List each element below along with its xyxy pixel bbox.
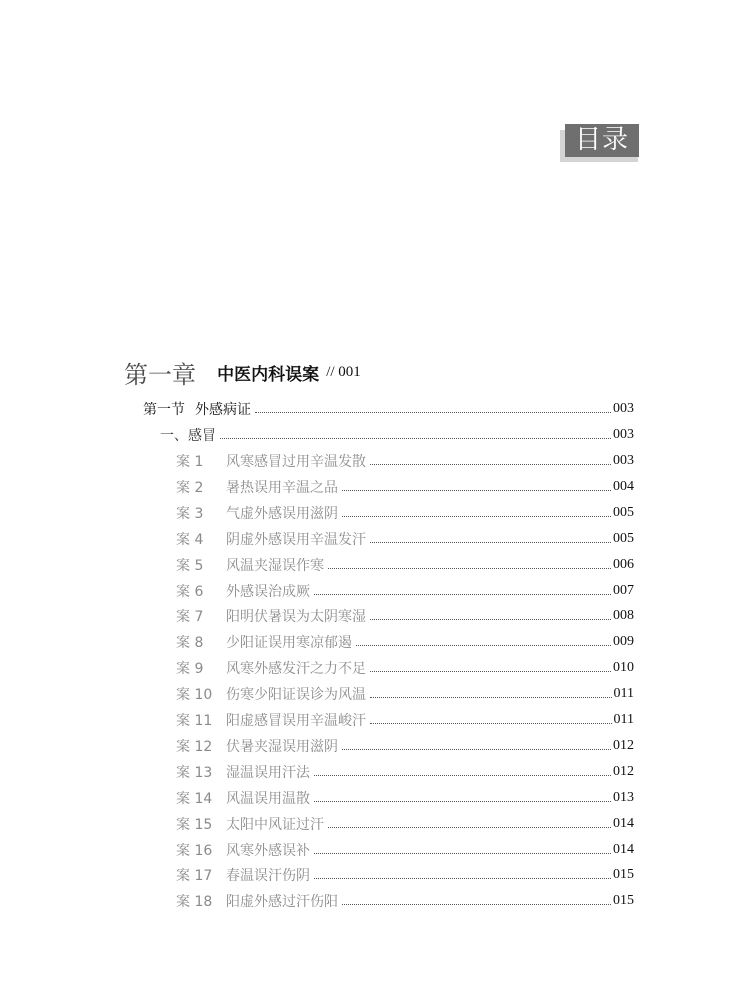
case-number: 案 16 [176,842,213,859]
toc-case-row[interactable] [176,684,634,704]
leader-dots [342,903,611,905]
case-label [176,736,338,756]
section-label [143,399,251,419]
case-label [176,451,366,471]
subsection-title: 一、感冒 [160,428,216,444]
leader-dots [314,877,611,879]
leader-dots [314,800,611,802]
page-title: 目录 [565,124,639,157]
case-number: 案 12 [176,738,213,755]
case-label [176,762,310,782]
leader-dots [370,670,611,672]
case-number: 案 15 [176,816,213,833]
leader-dots [370,722,612,724]
subsection-page: 003 [613,427,634,442]
case-number: 案 9 [176,661,204,678]
leader-dots [328,567,611,569]
toc-case-row[interactable] [176,840,634,860]
case-label [176,606,366,626]
leader-dots [370,618,611,620]
leader-dots [342,515,611,517]
toc-case-row[interactable] [176,788,634,808]
case-label [176,581,310,601]
toc-case-row[interactable] [176,891,634,911]
case-number: 案 18 [176,894,213,911]
case-page: 004 [613,478,634,494]
leader-dots [255,411,611,413]
case-number: 案 10 [176,687,213,704]
case-number: 案 11 [176,713,213,729]
case-title: 风温夹湿误作寒 [226,557,324,574]
case-number: 案 5 [176,557,204,574]
case-page: 007 [613,582,634,598]
case-page: 011 [613,712,634,727]
case-page: 013 [613,789,634,805]
leader-dots [328,826,611,828]
toc-case-row[interactable] [176,503,634,523]
case-title: 阳虚外感过汗伤阳 [226,894,338,911]
leader-dots [314,774,611,776]
section-title: 外感病证 [195,402,251,418]
case-page: 015 [613,893,634,909]
toc-case-row[interactable] [176,814,634,834]
case-number: 案 8 [176,635,204,652]
case-title: 风寒外感误补 [226,842,310,859]
case-label [176,814,324,834]
leader-dots [342,489,611,491]
case-title: 太阳中风证过汗 [226,816,324,833]
case-number: 案 4 [176,531,204,548]
case-title: 外感误治成厥 [226,583,310,600]
case-page: 014 [613,815,634,831]
case-title: 伏暑夹湿误用滋阴 [226,738,338,755]
case-title: 伤寒少阳证误诊为风温 [226,687,366,704]
page-title-block [560,124,640,164]
case-label [176,529,366,549]
toc-case-row[interactable] [176,606,634,626]
case-number: 案 7 [176,609,204,626]
case-title: 阴虚外感误用辛温发汗 [226,531,366,548]
case-title: 暑热误用辛温之品 [226,479,338,496]
case-label [176,555,324,575]
case-title: 风寒感冒过用辛温发散 [226,454,366,470]
toc-case-row[interactable] [176,762,634,782]
case-page: 003 [613,453,634,468]
toc-case-row[interactable] [176,658,634,678]
case-number: 案 6 [176,583,204,600]
case-label [176,503,338,523]
case-page: 011 [613,686,634,702]
section-page: 003 [613,401,634,416]
toc-case-row[interactable] [176,710,634,730]
case-label [176,840,310,860]
case-number: 案 14 [176,790,213,807]
case-page: 012 [613,763,634,779]
leader-dots [370,463,611,465]
case-title: 少阳证误用寒凉郁遏 [226,635,352,652]
case-title: 阳虚感冒误用辛温峻汗 [226,713,366,729]
toc-case-row[interactable] [176,865,634,885]
case-number: 案 2 [176,479,204,496]
toc-case-row[interactable] [176,581,634,601]
case-label [176,684,366,704]
section-number: 第一节 [143,402,185,418]
toc-case-row[interactable] [176,632,634,652]
case-page: 005 [613,530,634,546]
toc-case-row[interactable] [176,451,634,471]
toc-case-row[interactable] [176,477,634,497]
case-label [176,658,366,678]
toc-case-row[interactable] [176,736,634,756]
chapter-title: 中医内科误案 [217,365,320,385]
toc-case-row[interactable] [176,555,634,575]
case-title: 湿温误用汗法 [226,764,310,781]
case-label [176,788,310,808]
case-number: 案 1 [176,454,204,470]
case-title: 阳明伏暑误为太阴寒湿 [226,609,366,626]
chapter-heading [124,355,361,390]
case-number: 案 13 [176,764,213,781]
leader-dots [370,696,612,698]
toc-case-row[interactable] [176,529,634,549]
case-title: 风寒外感发汗之力不足 [226,661,366,678]
chapter-page: // 001 [326,364,361,380]
toc-subsection-row[interactable] [160,425,634,445]
case-title: 风温误用温散 [226,790,310,807]
case-page: 014 [613,841,634,857]
case-label [176,477,338,497]
case-label [176,710,366,730]
case-page: 012 [613,737,634,753]
case-label [176,891,338,911]
leader-dots [356,644,611,646]
leader-dots [314,852,611,854]
leader-dots [220,437,611,439]
case-title: 气虚外感误用滋阴 [226,505,338,522]
case-page: 005 [613,504,634,520]
toc-section-row[interactable] [143,399,634,419]
leader-dots [342,748,611,750]
leader-dots [314,593,611,595]
case-label [176,865,310,885]
case-page: 015 [613,867,634,883]
chapter-number: 第一章 [124,361,196,389]
leader-dots [370,541,611,543]
case-label [176,632,352,652]
case-number: 案 17 [176,868,213,885]
case-page: 006 [613,556,634,572]
case-page: 008 [613,608,634,624]
case-page: 010 [613,660,634,676]
case-page: 009 [613,634,634,650]
case-title: 春温误汗伤阴 [226,868,310,885]
case-number: 案 3 [176,505,204,522]
